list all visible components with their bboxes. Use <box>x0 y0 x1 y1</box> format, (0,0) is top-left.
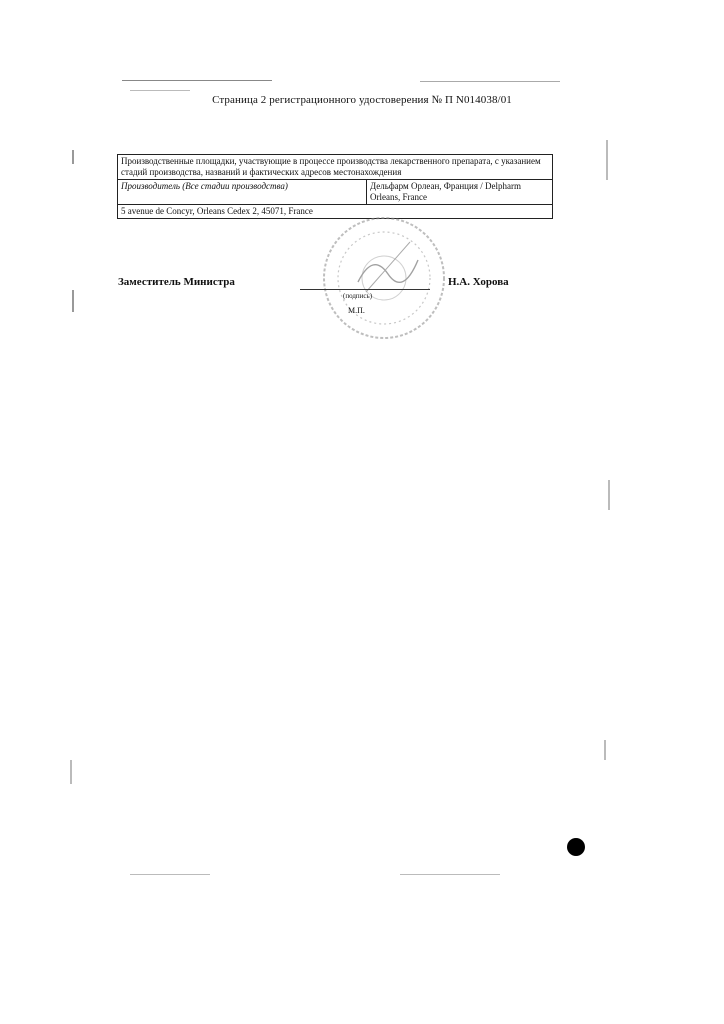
scan-artifact-speck <box>604 740 606 760</box>
signatory-name: Н.А. Хорова <box>448 276 509 288</box>
scan-artifact-speck <box>606 140 608 180</box>
address-cell: 5 avenue de Concyr, Orleans Cedex 2, 45071, France <box>118 205 553 219</box>
production-sites-table <box>117 154 553 219</box>
scan-artifact-speck <box>72 290 74 312</box>
scan-artifact-line <box>400 874 500 875</box>
table-heading-cell: Производственные площадки, участвующие в процессе производства лекарственного препарата, с указанием стадий производства, названий и фактических адресов местонахождения <box>118 155 553 180</box>
manufacturer-label-cell: Производитель (Все стадии производства) <box>118 180 367 205</box>
table-row <box>118 155 553 180</box>
scan-artifact-line <box>130 90 190 91</box>
signatory-position: Заместитель Министра <box>118 276 235 288</box>
scan-artifact-speck <box>608 480 610 510</box>
table-row <box>118 180 553 205</box>
scan-artifact-speck <box>70 760 72 784</box>
stamp-place-label: М.П. <box>348 306 365 315</box>
scan-artifact-line <box>122 80 272 81</box>
scan-hole-mark <box>567 838 585 856</box>
signature-block <box>0 276 724 336</box>
scan-artifact-speck <box>72 150 74 164</box>
manufacturer-value-cell: Дельфарм Орлеан, Франция / Delpharm Orleans, France <box>367 180 553 205</box>
page-header-title: Страница 2 регистрационного удостоверения № П N014038/01 <box>212 94 512 106</box>
scan-artifact-line <box>420 81 560 82</box>
scan-artifact-line <box>130 874 210 875</box>
signature-caption: (подпись) <box>343 292 373 300</box>
signature-line <box>300 289 430 290</box>
